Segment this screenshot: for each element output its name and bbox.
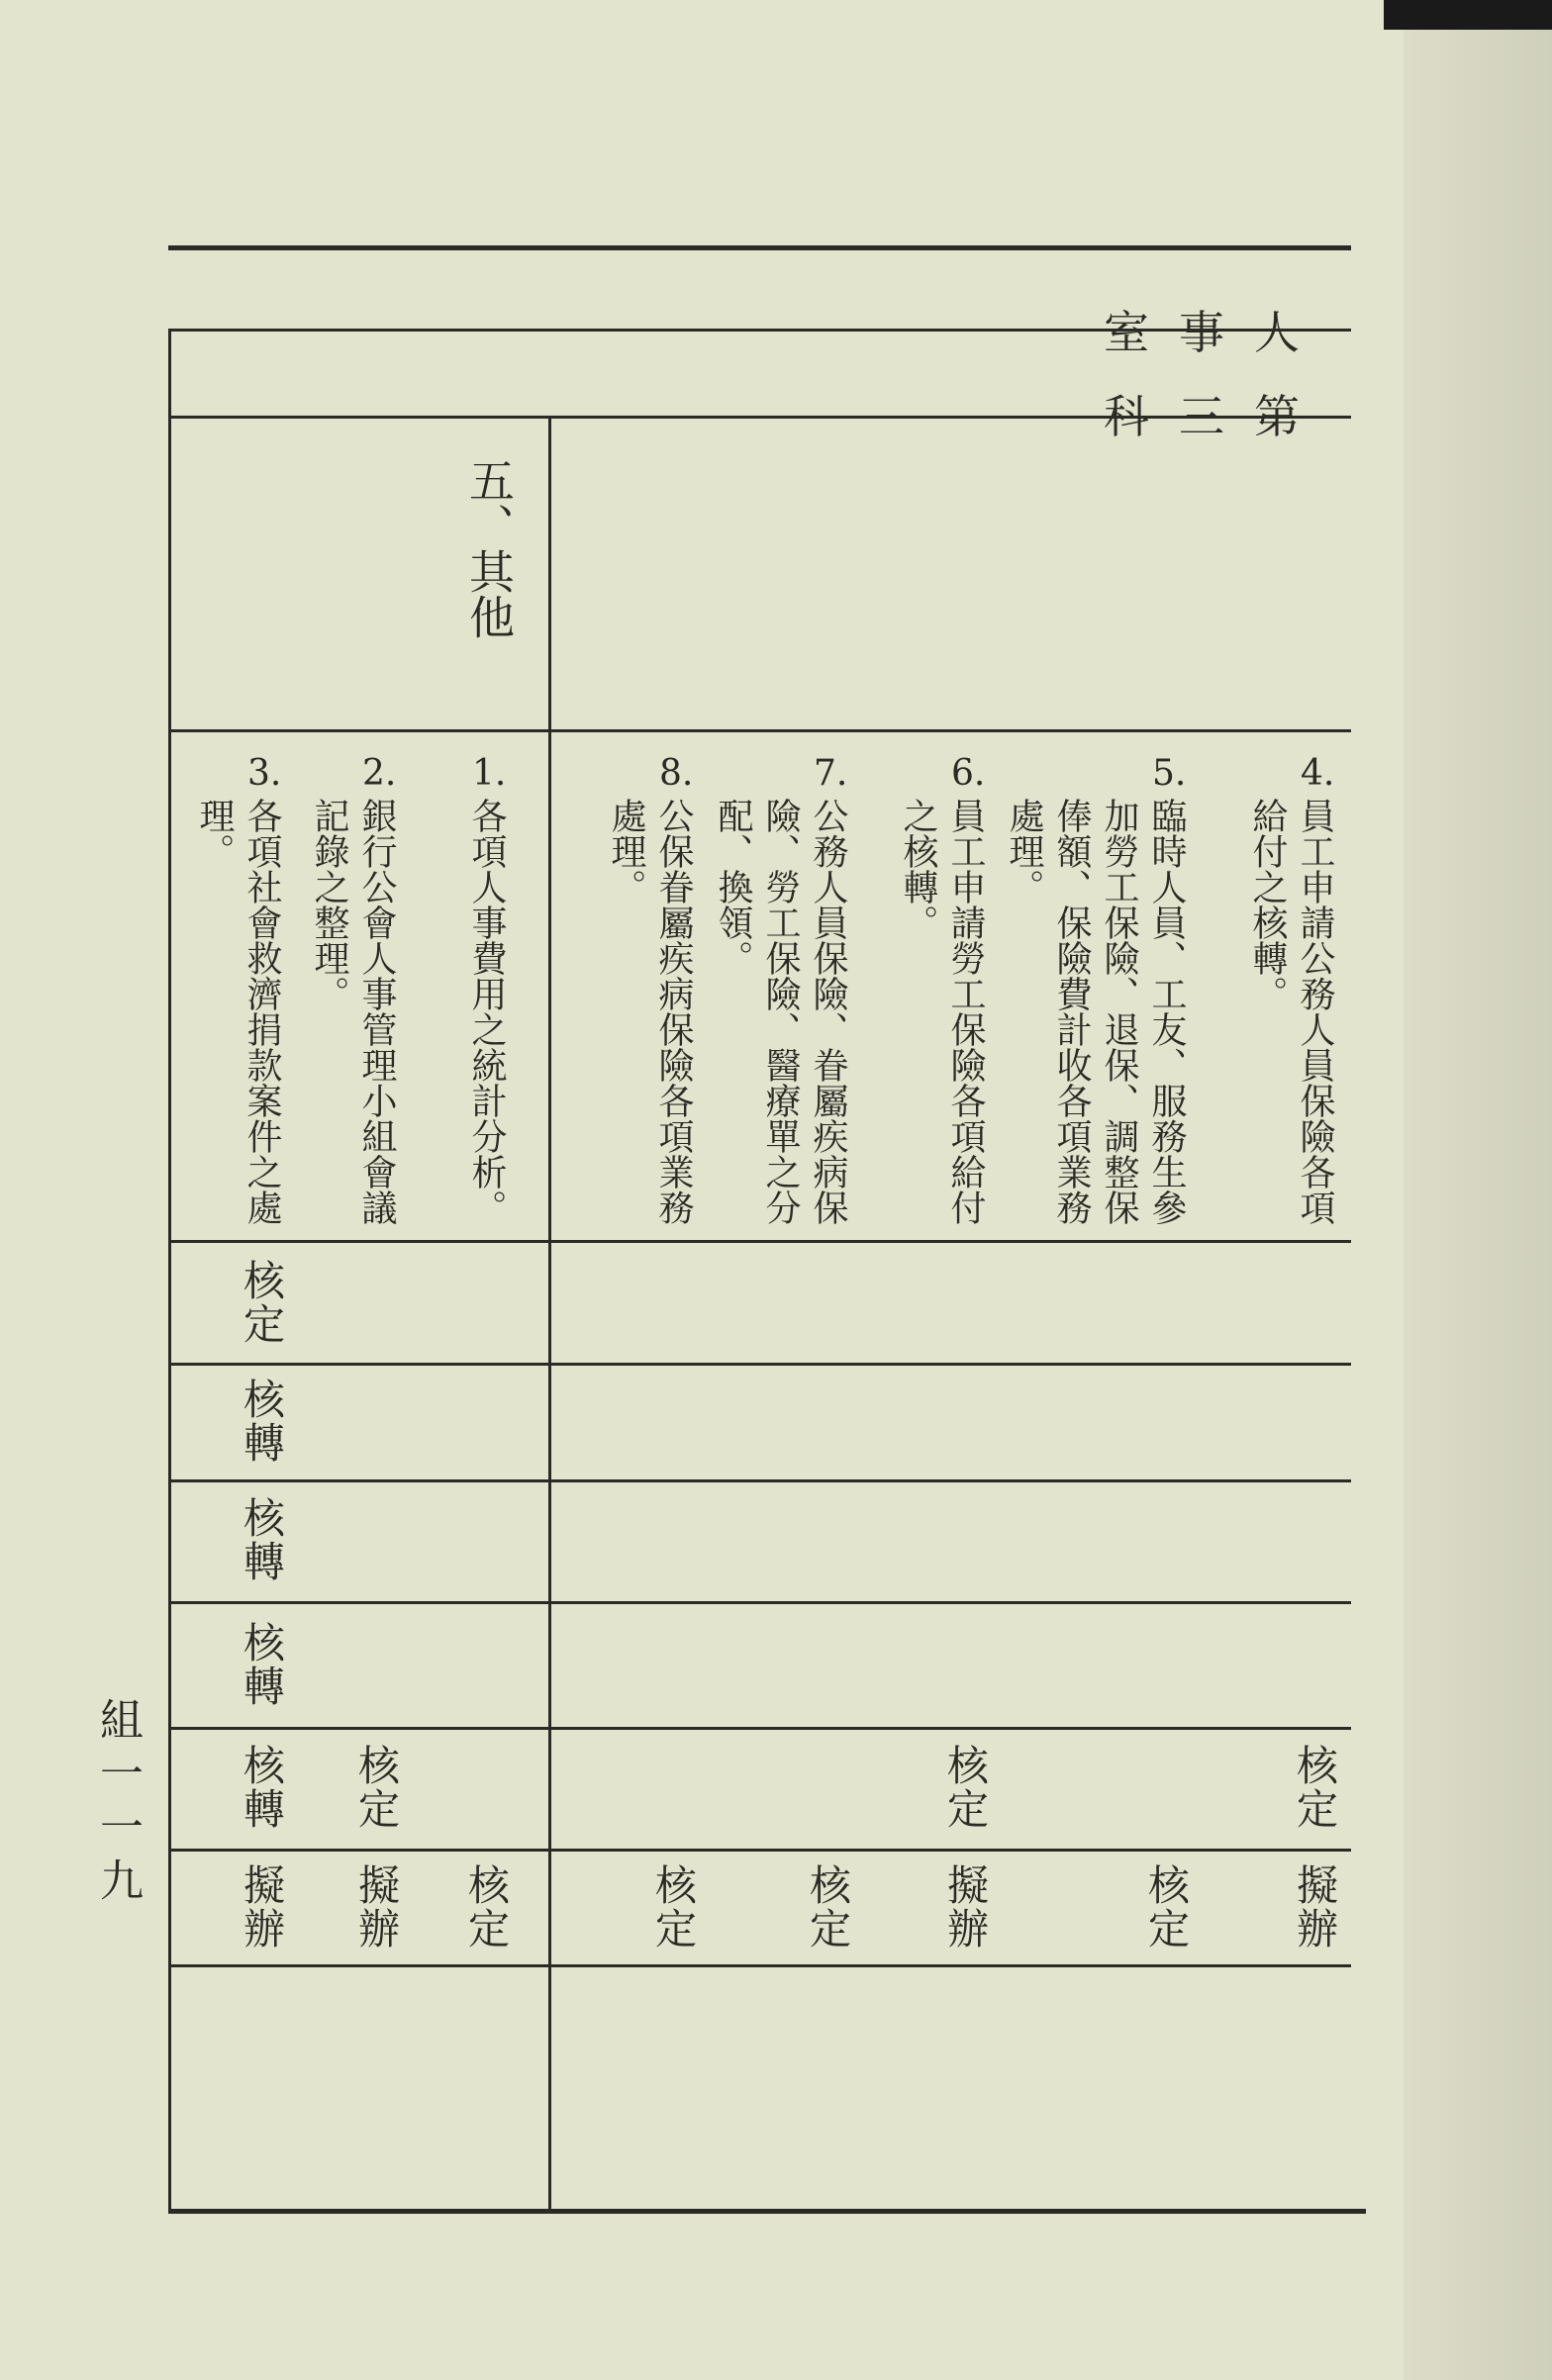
rule bbox=[168, 1240, 1351, 1243]
item-number: 6. bbox=[951, 753, 986, 794]
approval-mark: 核定 bbox=[462, 1863, 511, 1951]
approval-mark: 核定 bbox=[649, 1863, 698, 1951]
approval-mark: 核定 bbox=[1291, 1744, 1339, 1831]
approval-mark: 擬辦 bbox=[941, 1863, 990, 1951]
item-number: 3. bbox=[247, 753, 282, 794]
table-left-border bbox=[168, 329, 171, 2211]
item-description: 臨時人員、工友、服務生參加勞工保險、退保、調整保俸額、保險費計收各項業務處理。 bbox=[1004, 798, 1187, 1225]
item-number: 4. bbox=[1301, 753, 1335, 794]
item-description: 各項人事費用之統計分析。 bbox=[466, 798, 507, 1225]
rule bbox=[168, 1849, 1351, 1852]
item-description: 公務人員保險、眷屬疾病保險、勞工保險、醫療單之分配、換領。 bbox=[713, 798, 848, 1225]
rule bbox=[168, 1964, 1351, 1967]
page-number: 組一一九 bbox=[92, 1697, 143, 1911]
approval-mark: 擬辦 bbox=[352, 1863, 401, 1951]
item-description: 各項社會救濟捐款案件之處理。 bbox=[194, 798, 282, 1225]
approval-mark: 核定 bbox=[238, 1259, 286, 1346]
item-description: 銀行公會人事管理小組會議記錄之整理。 bbox=[309, 798, 397, 1225]
approval-mark: 擬辦 bbox=[238, 1863, 286, 1951]
rule bbox=[168, 1363, 1351, 1366]
scan-border bbox=[1384, 0, 1552, 30]
item-description: 員工申請公務人員保險各項給付之核轉。 bbox=[1247, 798, 1335, 1225]
rule bbox=[168, 1727, 1351, 1730]
section-title: 第三科 bbox=[1104, 390, 1329, 443]
item-number: 5. bbox=[1152, 753, 1187, 794]
item-number: 7. bbox=[814, 753, 848, 794]
table-top-rule bbox=[168, 245, 1351, 250]
table-bottom-rule bbox=[168, 2209, 1366, 2214]
approval-mark: 核轉 bbox=[238, 1496, 286, 1583]
adjacent-page-edge bbox=[1404, 0, 1552, 2380]
rule bbox=[168, 1479, 1351, 1482]
approval-mark: 擬辦 bbox=[1291, 1863, 1339, 1951]
approval-mark: 核定 bbox=[1142, 1863, 1191, 1951]
approval-mark: 核轉 bbox=[238, 1744, 286, 1831]
item-description: 公保眷屬疾病保險各項業務處理。 bbox=[606, 798, 694, 1225]
item-number: 2. bbox=[362, 753, 397, 794]
office-title: 人事室 bbox=[1104, 306, 1329, 359]
approval-mark: 核轉 bbox=[238, 1621, 286, 1708]
rule bbox=[168, 1601, 1351, 1604]
group-heading: 五、其他 bbox=[462, 457, 516, 639]
group-divider bbox=[548, 416, 551, 2211]
approval-mark: 核定 bbox=[804, 1863, 852, 1951]
item-number: 8. bbox=[659, 753, 694, 794]
item-description: 員工申請勞工保險各項給付之核轉。 bbox=[898, 798, 986, 1225]
approval-mark: 核轉 bbox=[238, 1378, 286, 1465]
item-number: 1. bbox=[472, 753, 507, 794]
approval-mark: 核定 bbox=[352, 1744, 401, 1831]
rule bbox=[168, 729, 1351, 732]
approval-mark: 核定 bbox=[941, 1744, 990, 1831]
